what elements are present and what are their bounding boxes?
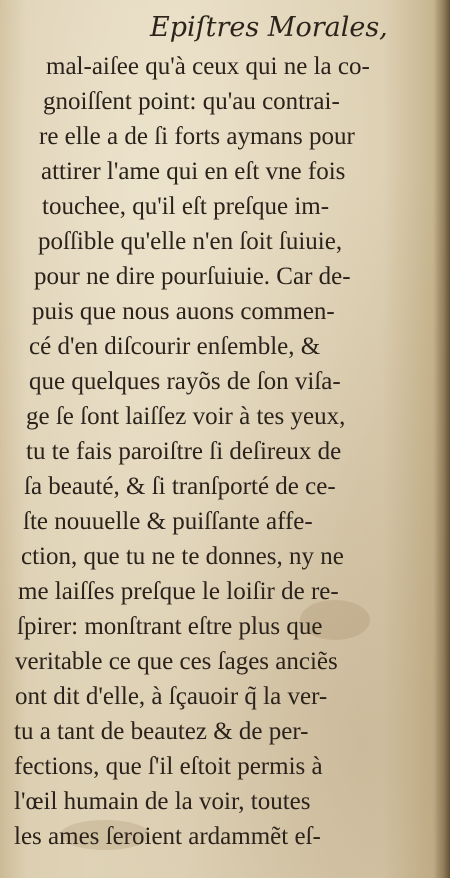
text-line: puis que nous auons commen-	[32, 298, 335, 325]
text-line: ſte nouuelle & puiſſante affe-	[23, 508, 313, 535]
text-line: cé d'en diſcourir enſemble, &	[29, 333, 321, 360]
text-line: ont dit d'elle, à ſçauoir q̃ la ver-	[15, 683, 328, 710]
text-line: l'œil humain de la voir, toutes	[14, 788, 311, 815]
text-line: touchee, qu'il eſt preſque im-	[42, 193, 330, 220]
text-line: me laiſſes preſque le loiſir de re-	[18, 578, 339, 605]
text-line: ſa beauté, & ſi tranſporté de ce-	[24, 473, 336, 500]
text-line: veritable ce que ces ſages anciẽs	[15, 648, 338, 675]
text-line: ſpirer: monſtrant eſtre plus que	[17, 613, 323, 640]
text-line: pour ne dire pourſuiuie. Car de-	[34, 263, 351, 290]
text-line: ction, que tu ne te donnes, ny ne	[21, 543, 344, 570]
running-head: Epiſtres Morales,	[150, 12, 388, 43]
text-line: les ames ſeroient ardammẽt eſ-	[14, 823, 321, 850]
text-line: tu a tant de beautez & de per-	[14, 718, 309, 745]
text-line: mal-aiſee qu'à ceux qui ne la co-	[46, 53, 370, 80]
text-line: gnoiſſent point: qu'au contrai-	[43, 88, 340, 115]
text-line: que quelques rayõs de ſon viſa-	[29, 368, 341, 395]
text-line: ge ſe ſont laiſſez voir à tes yeux,	[26, 403, 346, 430]
text-line: attirer l'ame qui en eſt vne fois	[41, 158, 346, 185]
text-line: tu te fais paroiſtre ſi deſireux de	[26, 438, 342, 465]
text-line: re elle a de ſi forts aymans pour	[39, 123, 355, 150]
text-line: poſſible qu'elle n'en ſoit ſuiuie,	[38, 228, 343, 255]
text-line: fections, que ſ'il eſtoit permis à	[14, 753, 323, 780]
